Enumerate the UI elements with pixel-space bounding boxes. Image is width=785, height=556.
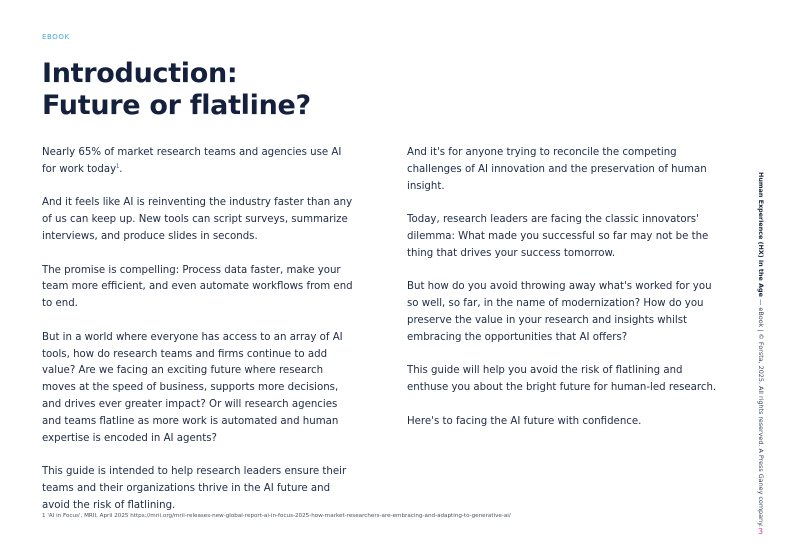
footnote-ref: 1 <box>116 163 120 170</box>
paragraph: This guide is intended to help research leaders ensure their teams and their organizations thrive in the AI future and avoid the risk of flatlining. <box>42 466 347 511</box>
paragraph: The promise is compelling: Process data faster, make your team more efficient, and even automate workflows from end to end. <box>42 264 353 310</box>
paragraph: Today, research leaders are facing the classic innovators' dilemma: What made you successful so far may not be the thing that drives your success tomorrow. <box>407 214 709 259</box>
paragraph: But how do you avoid throwing away what's worked for you so well, so far, in the name of modernization? How do you preserve the value in your research and insights whilst embracing the opportunities that AI offers? <box>407 281 712 343</box>
side-title: Human Experience (HX) in the Age <box>757 172 765 297</box>
right-column <box>407 145 719 447</box>
side-running-header <box>757 172 765 527</box>
title-line-2: Future or flatline? <box>42 90 311 121</box>
paragraph: This guide will help you avoid the risk of flatlining and enthuse you about the bright future for human-led research. <box>407 365 717 394</box>
title-line-1: Introduction: <box>42 58 238 89</box>
paragraph: And it's for anyone trying to reconcile the competing challenges of AI innovation and the preservation of human insight. <box>407 147 707 192</box>
page-title <box>42 58 311 122</box>
paragraph-end: . <box>119 163 123 175</box>
paragraph <box>42 145 354 179</box>
ebook-tag: EBOOK <box>42 33 70 41</box>
page-number: 3 <box>758 527 764 536</box>
paragraph: But in a world where everyone has access to an array of AI tools, how do research teams and firms continue to add value? Are we facing an exciting future where research moves at the speed of business, supports more decisions, and drives ever greater impact? Or will research agencies and teams flatline as more work is automated and human expertise is encoded in AI agents? <box>42 331 343 444</box>
left-column <box>42 145 354 531</box>
paragraph: Here's to facing the AI future with confidence. <box>407 415 642 427</box>
side-copyright: — eBook | © Forsta, 2025. All rights reserved. A Press Ganey company. <box>757 296 765 527</box>
paragraph-text: Nearly 65% of market research teams and agencies use AI for work today <box>42 147 342 175</box>
footnote: 1 'AI in Focus', MRII, April 2025 https://mrii.org/mrii-releases-new-global-report-ai-in-focus-2025-how-market-researchers-are-embracing-and-adapting-to-generative-ai/ <box>42 513 511 519</box>
paragraph: And it feels like AI is reinventing the industry faster than any of us can keep up. New tools can script surveys, summarize interviews, and produce slides in seconds. <box>42 197 353 242</box>
